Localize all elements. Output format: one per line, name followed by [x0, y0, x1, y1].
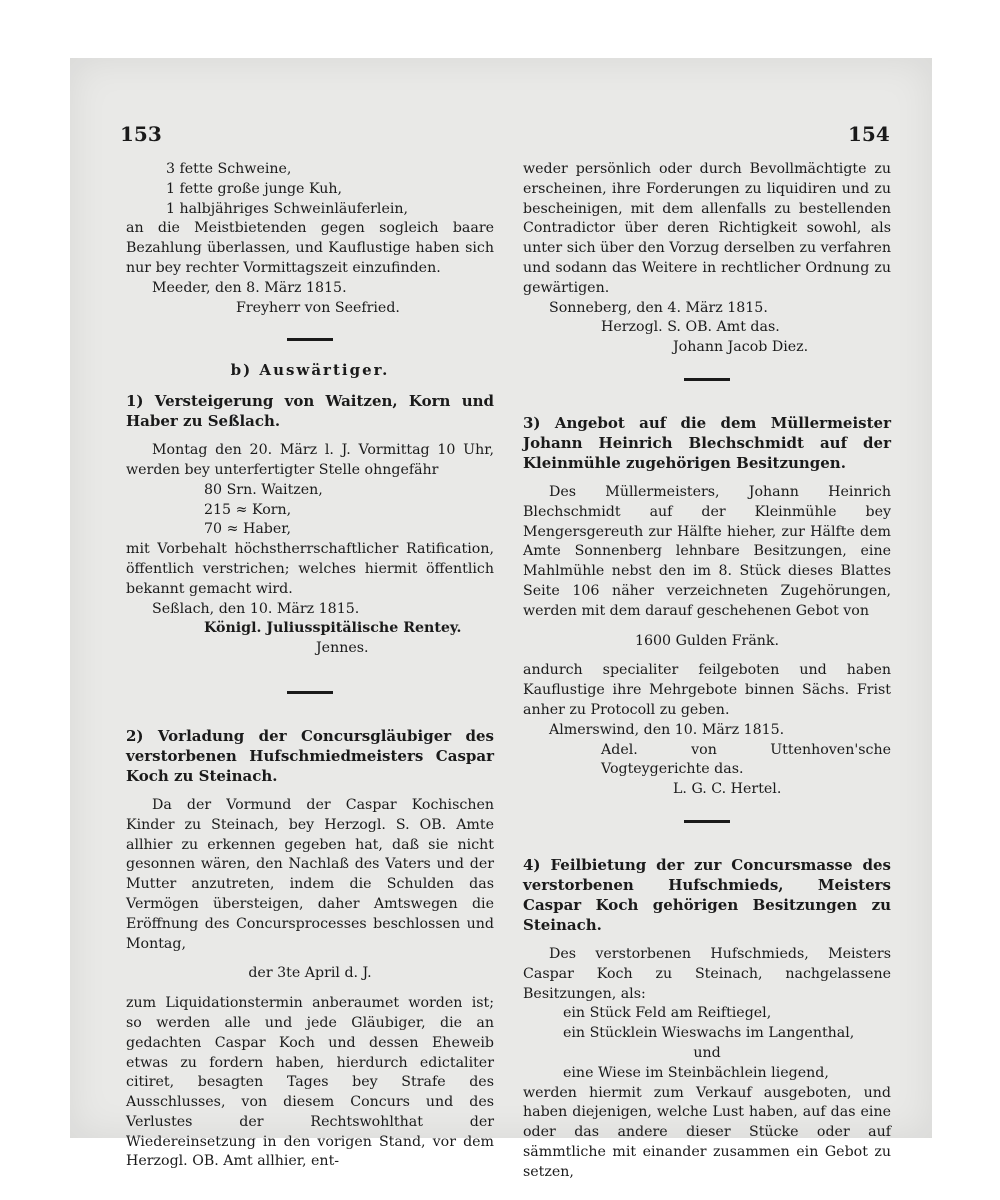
notice-signature: Adel. von Uttenhoven'sche Vogteygerichte das. [601, 741, 891, 778]
page-number-left: 153 [120, 122, 162, 146]
notice-paragraph: mit Vorbehalt höchstherrschaftlicher Ratification, öffentlich verstrichen; welches hiermit öffentlich bekannt gemacht wird. [126, 541, 494, 597]
notice-signature: Herzogl. S. OB. Amt das. [601, 319, 780, 336]
notice-signature: Freyherr von Seefried. [236, 299, 400, 316]
notice-paragraph: zum Liquidationstermin anberaumet worden ist; so werden alle und jede Gläubiger, die an gedachten Caspar Koch und dessen Eheweib etwas zu fordern haben, hierdurch edictaliter citiret, besagten Tages bey Strafe des Ausschlusses, von diesem Concurs und des Verlustes der Rechtswohlthat der Wiedereinsetzung in den vorigen Stand, vor dem Herzogl. OB. Amt allhier, ent- [126, 995, 494, 1170]
grain-item: 70 ≈ Haber, [204, 521, 292, 538]
notice-paragraph: an die Meistbietenden gegen sogleich baare Bezahlung überlassen, und Kauflustige haben sich nur bey rechter Vormittagszeit einzufinden. [126, 220, 494, 276]
notice-signature: L. G. C. Hertel. [673, 781, 782, 798]
left-column [126, 160, 494, 1172]
notice-paragraph: andurch specialiter feilgeboten und haben Kauflustige ihre Mehrgebote binnen Sächs. Frist anher zu Protocoll zu geben. [523, 662, 891, 718]
notice-heading-1: 1) Versteigerung von Waitzen, Korn und Haber zu Seßlach. [126, 392, 494, 431]
notice-date: Sonneberg, den 4. März 1815. [549, 299, 768, 316]
livestock-item: 1 halbjähriges Schweinläuferlein, [166, 200, 409, 217]
notice-date: Meeder, den 8. März 1815. [152, 279, 347, 296]
notice-paragraph: Des Müllermeisters, Johann Heinrich Blechschmidt auf der Kleinmühle bey Mengersgereuth zur Hälfte hieher, zur Hälfte dem Amte Sonnenberg lehnbare Besitzungen, eine Mahlmühle nebst den im 8. Stück dieses Blattes Seite 106 näher verzeichneten Zugehörungen, werden mit dem darauf geschehenen Gebot von [523, 483, 891, 619]
notice-paragraph: Des verstorbenen Hufschmieds, Meisters Caspar Koch zu Steinach, nachgelassene Besitzungen, als: [523, 945, 891, 1002]
livestock-item: 1 fette große junge Kuh, [166, 180, 343, 197]
notice-paragraph: werden hiermit zum Verkauf ausgeboten, und haben diejenigen, welche Lust haben, auf das eine oder das andere dieser Stücke oder auf sämmtliche mit einander zusammen ein Gebot zu setzen, [523, 1084, 891, 1180]
property-item: ein Stücklein Wieswachs im Langenthal, [563, 1025, 855, 1042]
offer-amount: 1600 Gulden Fränk. [634, 632, 780, 649]
notice-date-line: der 3te April d. J. [248, 965, 372, 982]
notice-date: Seßlach, den 10. März 1815. [152, 600, 360, 617]
notice-date: Almerswind, den 10. März 1815. [549, 721, 785, 738]
notice-heading-4: 4) Feilbietung der zur Concursmasse des verstorbenen Hufschmieds, Meisters Caspar Koch gehörigen Besitzungen zu Steinach. [523, 855, 891, 934]
property-item: eine Wiese im Steinbächlein liegend, [563, 1064, 829, 1081]
grain-item: 80 Srn. Waitzen, [204, 481, 323, 498]
page-number-right: 154 [848, 122, 890, 146]
section-heading-auswaertiger: b) Auswärtiger. [230, 361, 390, 380]
property-item: ein Stück Feld am Reiftiegel, [563, 1005, 772, 1022]
notice-signature: Johann Jacob Diez. [673, 339, 809, 356]
notice-heading-3: 3) Angebot auf die dem Müllermeister Johann Heinrich Blechschmidt auf der Kleinmühle zugehörigen Besitzungen. [523, 413, 891, 472]
grain-item: 215 ≈ Korn, [204, 501, 292, 518]
livestock-item: 3 fette Schweine, [166, 161, 292, 177]
notice-paragraph: Montag den 20. März l. J. Vormittag 10 Uhr, werden bey unterfertigter Stelle ohngefähr [126, 442, 494, 478]
notice-paragraph: Da der Vormund der Caspar Kochischen Kinder zu Steinach, bey Herzogl. S. OB. Amte allhier zu erkennen gegeben hat, daß sie nicht gesonnen wären, den Nachlaß des Vaters und der Mutter anzutreten, indem die Schulden das Vermögen übersteigen, daher Amtswegen die Eröffnung des Concursprocesses beschlossen und Montag, [126, 796, 494, 952]
notice-paragraph: weder persönlich oder durch Bevollmächtigte zu erscheinen, ihre Forderungen zu liquidiren und zu bescheinigen, mit dem allenfalls zu bestellenden Contradictor über deren Richtigkeit sowohl, als unter sich über den Vorzug derselben zu verfahren und sodann das Weitere in rechtlicher Ordnung zu gewärtigen. [523, 161, 891, 296]
property-item: und [693, 1044, 721, 1061]
notice-signature: Königl. Juliusspitälische Rentey. [204, 620, 462, 637]
right-column [523, 160, 891, 1182]
notice-signature: Jennes. [316, 640, 369, 657]
notice-heading-2: 2) Vorladung der Concursgläubiger des verstorbenen Hufschmiedmeisters Caspar Koch zu Steinach. [126, 726, 494, 785]
